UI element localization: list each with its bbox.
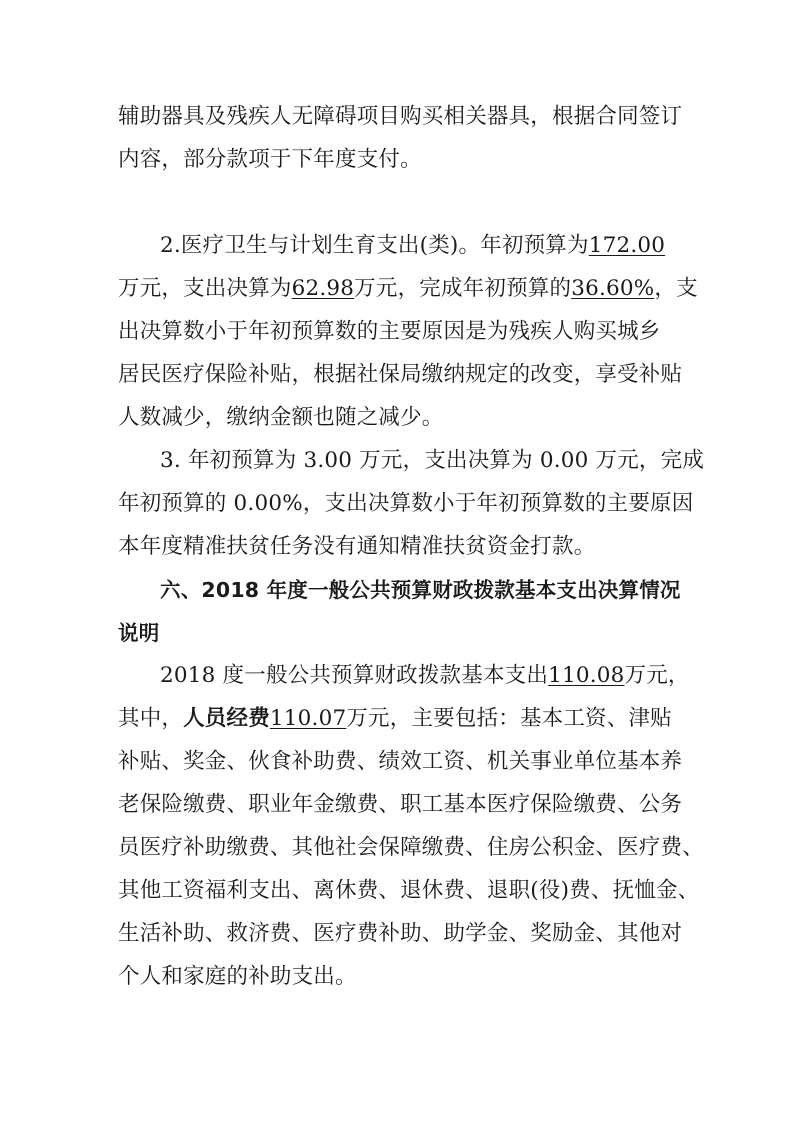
p2-text: ，支 — [654, 276, 698, 301]
personnel-expenses-label: 人员经费 — [183, 706, 270, 731]
p2-text: 万元，支出决算为 — [118, 276, 292, 301]
p3-line-3: 本年度精准扶贫任务没有通知精准扶贫资金打款。 — [118, 534, 596, 559]
basic-expenditure-total: 110.08 — [548, 663, 625, 688]
p2-text: 2.医疗卫生与计划生育支出(类)。年初预算为 — [160, 233, 589, 258]
p2-text: 万元，完成年初预算的 — [354, 276, 572, 301]
p4-line-1 — [160, 661, 690, 691]
completion-percent: 36.60% — [571, 276, 655, 301]
p2-line-1 — [160, 231, 665, 261]
p4-line-6: 其他工资福利支出、离休费、退休费、退职(役)费、抚恤金、 — [118, 878, 700, 903]
section-heading-line-1: 六、2018 年度一般公共预算财政拨款基本支出决算情况 — [160, 578, 681, 602]
p3-line-1: 3. 年初预算为 3.00 万元，支出决算为 0.00 万元，完成 — [160, 448, 705, 473]
p2-line-3: 出决算数小于年初预算数的主要原因是为残疾人购买城乡 — [118, 319, 661, 344]
personnel-expenses-value: 110.07 — [269, 706, 347, 731]
initial-budget-value: 172.00 — [588, 233, 666, 258]
p2-line-2 — [118, 274, 698, 304]
p1-line-1: 辅助器具及残疾人无障碍项目购买相关器具，根据合同签订 — [118, 104, 683, 129]
p4-text: 万元， — [624, 663, 690, 688]
p4-line-4: 老保险缴费、职业年金缴费、职工基本医疗保险缴费、公务 — [118, 792, 683, 817]
p4-text: 其中， — [118, 706, 184, 731]
section-heading-line-2: 说明 — [118, 621, 160, 645]
p2-line-5: 人数减少，缴纳金额也随之减少。 — [118, 405, 444, 430]
p1-line-2: 内容，部分款项于下年度支付。 — [118, 147, 422, 172]
p4-text: 万元，主要包括：基本工资、津贴 — [346, 706, 672, 731]
actual-spending-value: 62.98 — [291, 276, 355, 301]
p4-line-7: 生活补助、救济费、医疗费补助、助学金、奖励金、其他对 — [118, 921, 683, 946]
p4-line-8: 个人和家庭的补助支出。 — [118, 964, 357, 989]
p4-line-2 — [118, 704, 672, 734]
p2-line-4: 居民医疗保险补贴，根据社保局缴纳规定的改变，享受补贴 — [118, 362, 683, 387]
p4-text: 2018 度一般公共预算财政拨款基本支出 — [160, 663, 549, 688]
p4-line-3: 补贴、奖金、伙食补助费、绩效工资、机关事业单位基本养 — [118, 749, 683, 774]
p4-line-5: 员医疗补助缴费、其他社会保障缴费、住房公积金、医疗费、 — [118, 835, 704, 860]
p3-line-2: 年初预算的 0.00%，支出决算数小于年初预算数的主要原因 — [118, 491, 694, 516]
